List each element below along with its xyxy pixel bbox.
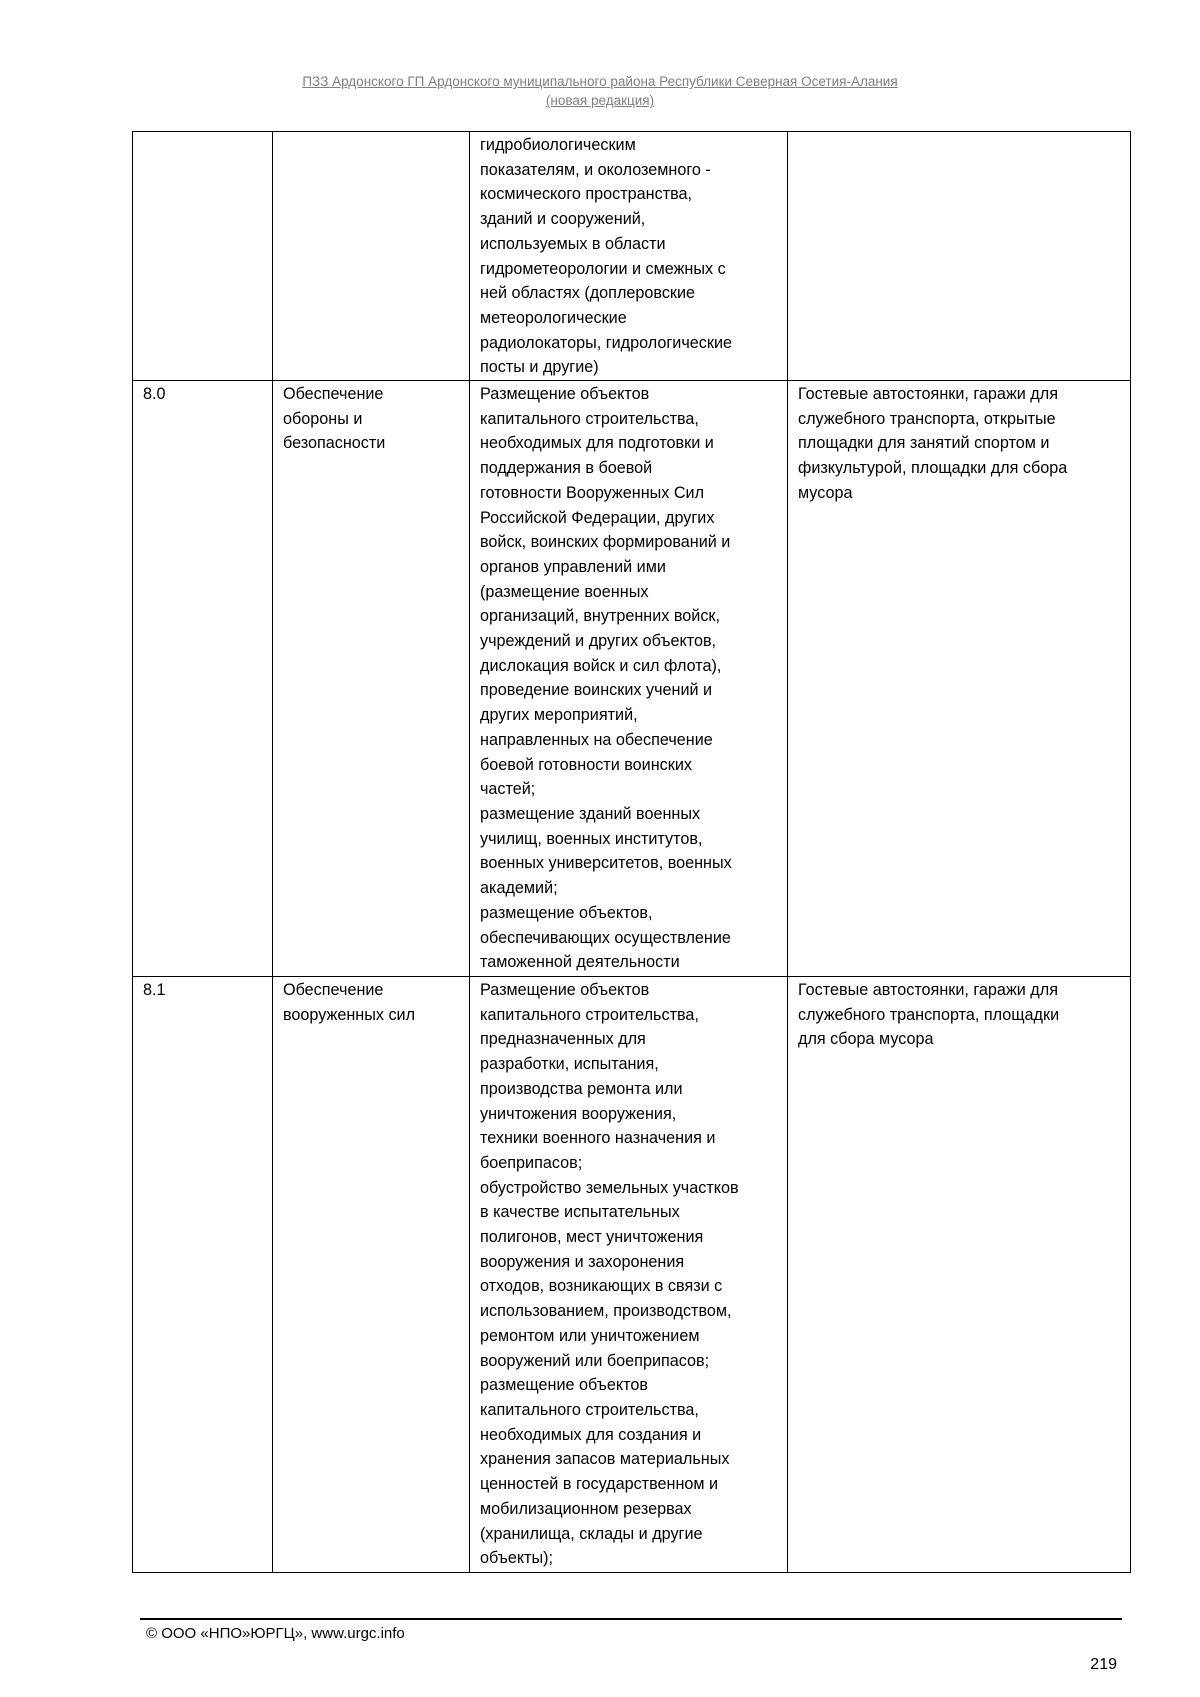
running-header bbox=[0, 72, 1200, 110]
table-row bbox=[133, 381, 1131, 977]
use-code-cell: 8.1 bbox=[133, 977, 273, 1573]
use-code-cell: 8.0 bbox=[133, 381, 273, 977]
auxiliary-uses-cell: Гостевые автостоянки, гаражи для служебного транспорта, открытые площадки для занятий спортом и физкультурой, площадки для сбора мусора bbox=[788, 381, 1131, 977]
table-row bbox=[133, 977, 1131, 1573]
footer-divider bbox=[140, 1618, 1122, 1620]
auxiliary-uses-cell: Гостевые автостоянки, гаражи для служебного транспорта, площадки для сбора мусора bbox=[788, 977, 1131, 1573]
use-name-cell: Обеспечение вооруженных сил bbox=[273, 977, 470, 1573]
use-name-cell bbox=[273, 132, 470, 381]
use-name-cell: Обеспечение обороны и безопасности bbox=[273, 381, 470, 977]
table-row bbox=[133, 132, 1131, 381]
land-use-table bbox=[132, 131, 1131, 1573]
page-number: 219 bbox=[1090, 1656, 1117, 1673]
use-description-cell: Размещение объектов капитального строительства, необходимых для подготовки и поддержания в боевой готовности Вооруженных Сил Российской Федерации, других войск, воинских формирований и органов управлений ими (размещение военных организаций, внутренних войск, учреждений и других объектов, дислокация войск и сил флота), проведение воинских учений и других мероприятий, направленных на обеспечение боевой готовности воинских частей; размещение зданий военных училищ, военных институтов, военных университетов, военных академий; размещение объектов, обеспечивающих осуществление таможенной деятельности bbox=[470, 381, 788, 977]
use-code-cell bbox=[133, 132, 273, 381]
running-header-line-2: (новая редакция) bbox=[545, 93, 655, 108]
use-description-cell: гидробиологическим показателям, и околоземного - космического пространства, зданий и сооружений, используемых в области гидрометеорологии и смежных с ней областях (доплеровские метеорологические радиолокаторы, гидрологические посты и другие) bbox=[470, 132, 788, 381]
footer-copyright: © ООО «НПО»ЮРГЦ», www.urgc.info bbox=[146, 1625, 405, 1642]
auxiliary-uses-cell bbox=[788, 132, 1131, 381]
running-header-line-1: ПЗЗ Ардонского ГП Ардонского муниципального района Республики Северная Осетия-Алания bbox=[302, 74, 898, 89]
use-description-cell: Размещение объектов капитального строительства, предназначенных для разработки, испытания, производства ремонта или уничтожения вооружения, техники военного назначения и боеприпасов; обустройство земельных участков в качестве испытательных полигонов, мест уничтожения вооружения и захоронения отходов, возникающих в связи с использованием, производством, ремонтом или уничтожением вооружений или боеприпасов; размещение объектов капитального строительства, необходимых для создания и хранения запасов материальных ценностей в государственном и мобилизационном резервах (хранилища, склады и другие объекты); bbox=[470, 977, 788, 1573]
